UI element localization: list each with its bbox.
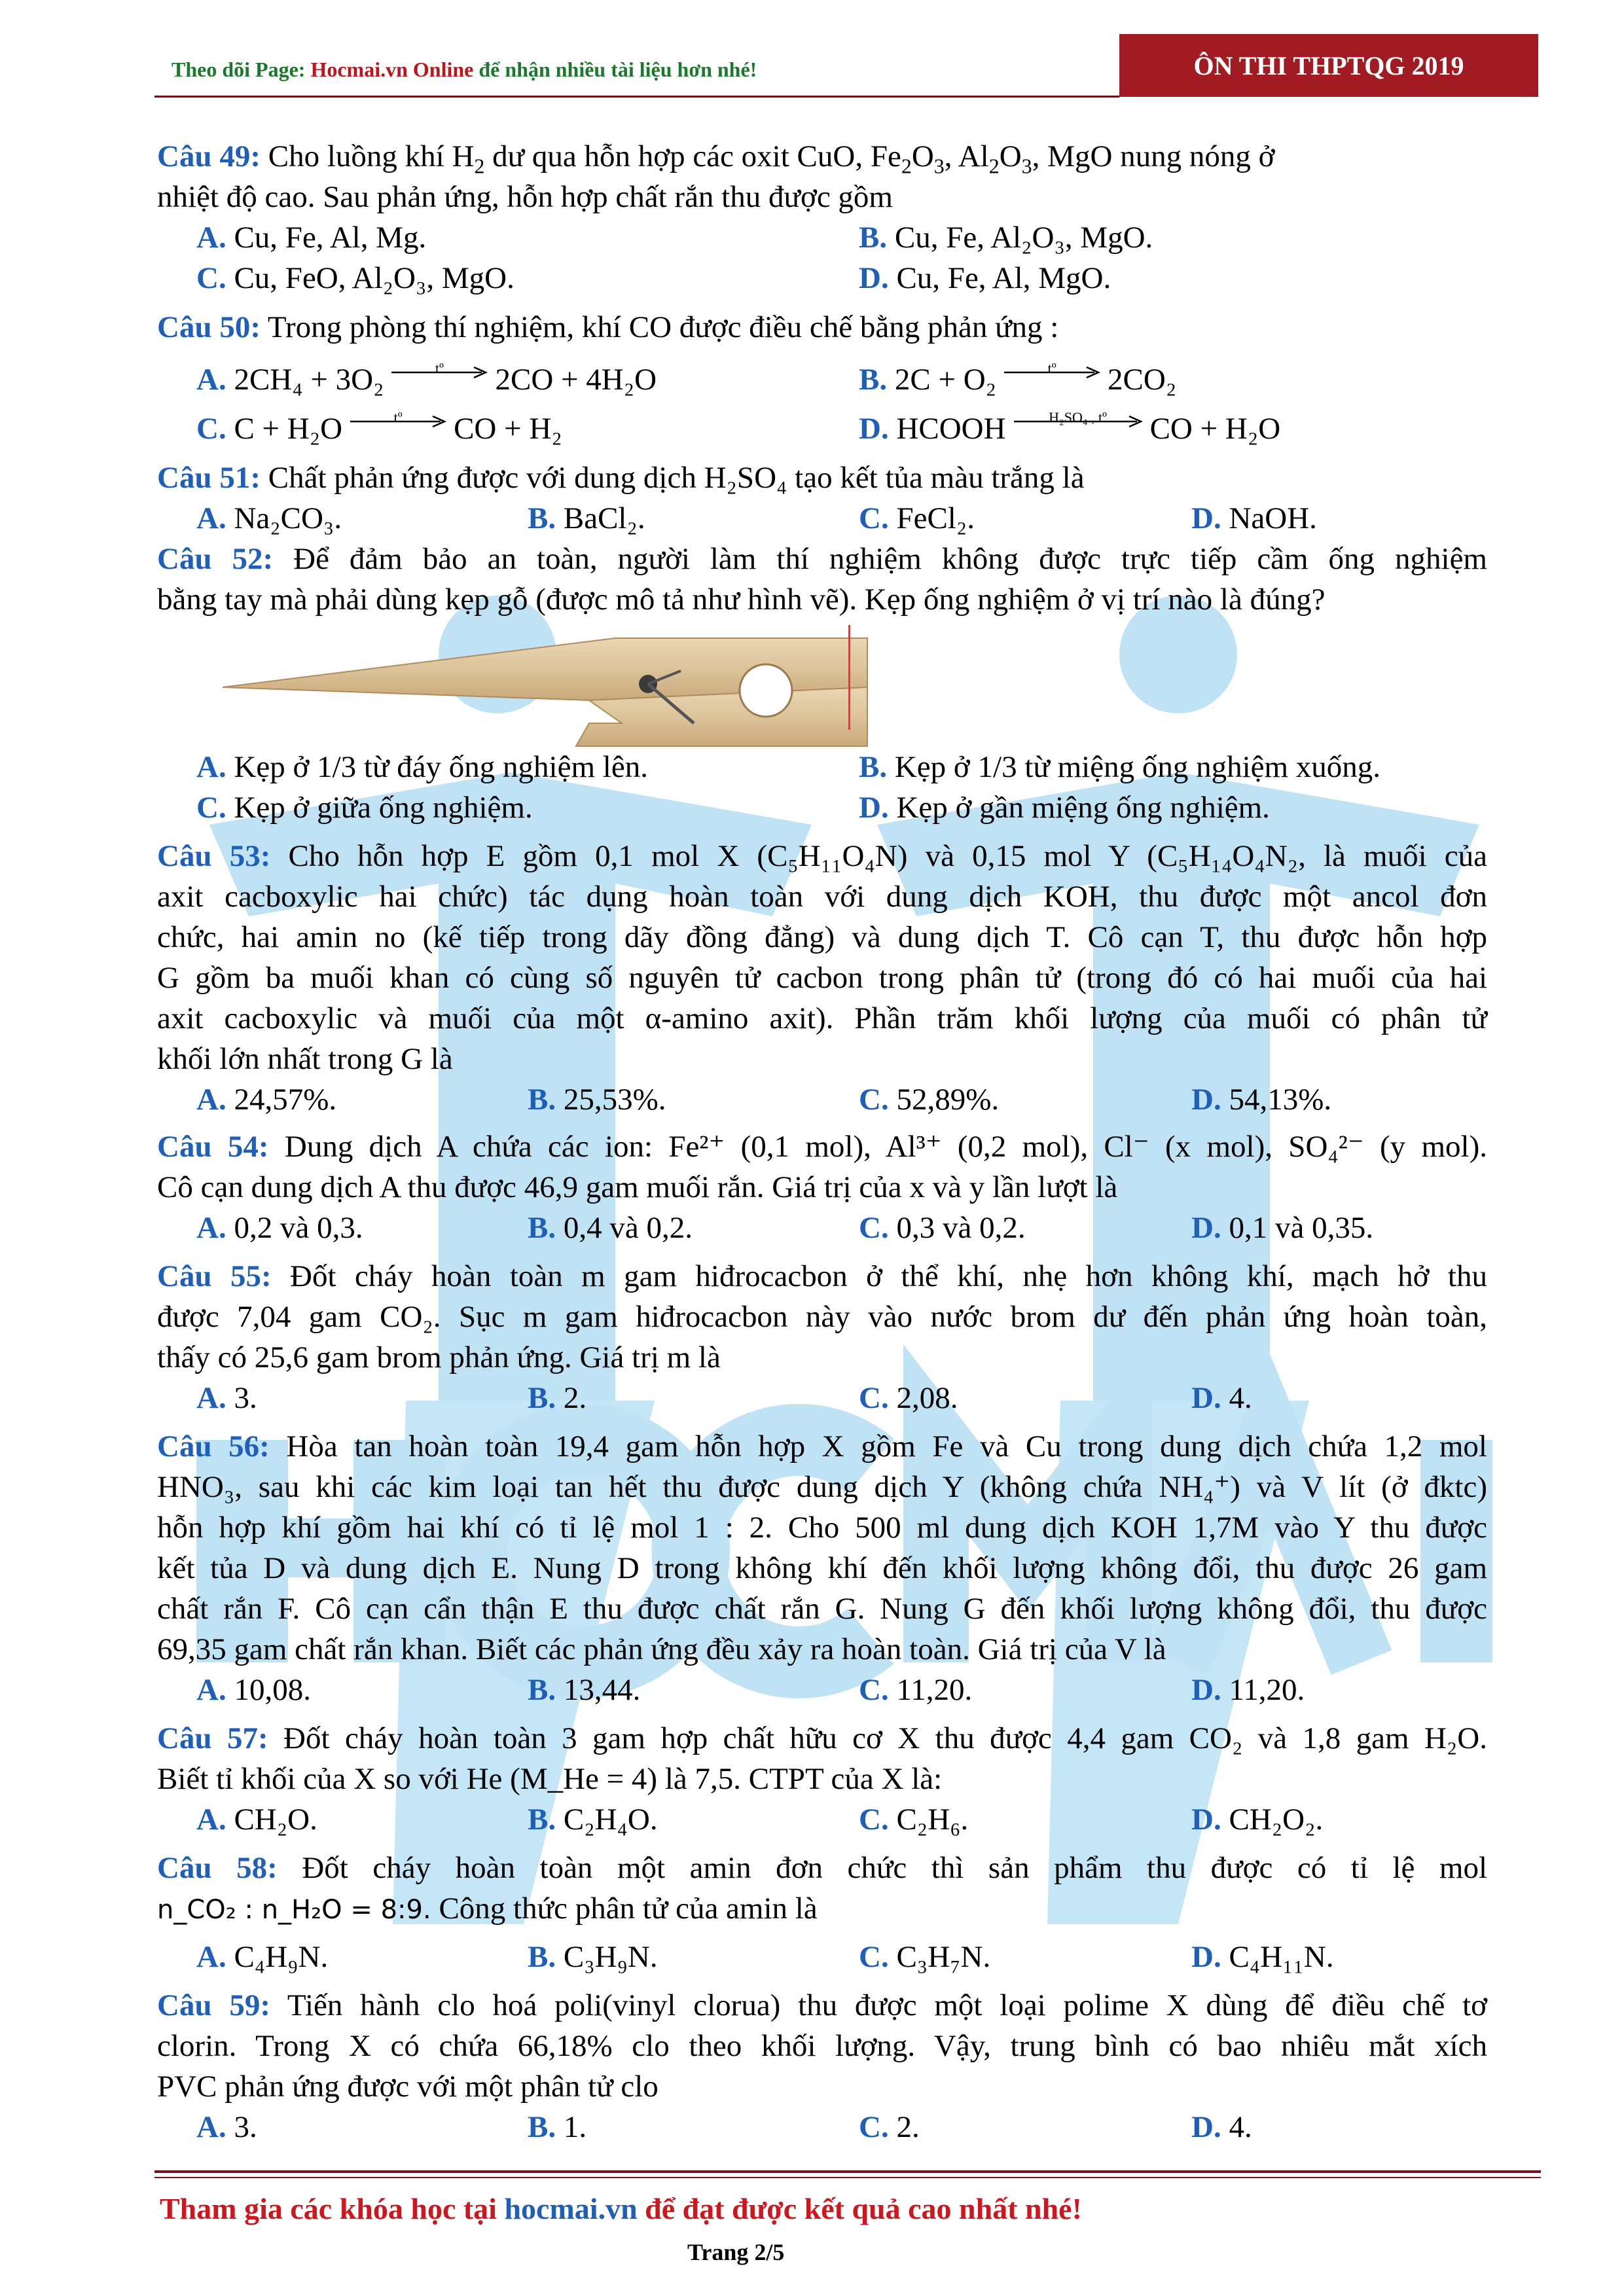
q53-stem-line6: khối lớn nhất trong G là (157, 1042, 453, 1076)
q52-option-c[interactable]: C. Kẹp ở giữa ống nghiệm. (196, 791, 533, 825)
footer-site-link[interactable]: hocmai.vn (504, 2192, 638, 2225)
q54-option-a[interactable]: A. 0,2 và 0,3. (196, 1211, 363, 1245)
q53-stem-line5: axit cacboxylic và muối của một α-amino axit). Phần trăm khối lượng của muối có phân tử (157, 1001, 1487, 1035)
q59-stem: Câu 59: Tiến hành clo hoá poli(vinyl clorua) thu được một loại polime X dùng để điều chế tơ (157, 1988, 1487, 2022)
q55-stem-line2: được 7,04 gam CO₂. Sục m gam hiđrocacbon này vào nước brom dư đến phản ứng hoàn toàn, (157, 1300, 1487, 1334)
q58-stem: Câu 58: Đốt cháy hoàn toàn một amin đơn chức thì sản phẩm thu được có tỉ lệ mol (157, 1851, 1488, 1885)
q56-stem-line4: kết tủa D và dung dịch E. Nung D trong không khí đến khối lượng không đổi, thu được 26 gam (157, 1551, 1487, 1585)
q57-stem-line2: Biết tỉ khối của X so với He (M_He = 4) là 7,5. CTPT của X là: (157, 1762, 943, 1796)
q50-stem: Câu 50: Trong phòng thí nghiệm, khí CO được điều chế bằng phản ứng : (157, 310, 1059, 344)
q57-stem: Câu 57: Đốt cháy hoàn toàn 3 gam hợp chất hữu cơ X thu được 4,4 gam CO₂ và 1,8 gam H₂O. (157, 1721, 1488, 1755)
q53-stem: Câu 53: Cho hỗn hợp E gồm 0,1 mol X (C₅H₁₁O₄N) và 0,15 mol Y (C₅H₁₄O₄N₂, là muối của (157, 839, 1487, 873)
q57-option-c[interactable]: C. C₂H₆. (859, 1803, 969, 1837)
q56-option-b[interactable]: B. 13,44. (528, 1673, 641, 1707)
q53-option-a[interactable]: A. 24,57%. (196, 1083, 337, 1117)
q54-option-b[interactable]: B. 0,4 và 0,2. (528, 1211, 693, 1245)
q58-stem-line2: n_CO₂ : n_H₂O = 8:9. Công thức phân tử của amin là (157, 1892, 818, 1926)
q56-stem: Câu 56: Hòa tan hoàn toàn 19,4 gam hỗn hợp X gồm Fe và Cu trong dung dịch chứa 1,2 mol (157, 1429, 1487, 1463)
q50-option-c[interactable]: C. C + H₂O tº CO + H₂ (196, 409, 562, 446)
q53-stem-line4: G gồm ba muối khan có cùng số nguyên tử cacbon trong phân tử (trong đó có hai muối của hai (157, 961, 1487, 995)
q55-option-a[interactable]: A. 3. (196, 1381, 257, 1415)
q56-option-c[interactable]: C. 11,20. (859, 1673, 973, 1707)
q52-option-d[interactable]: D. Kẹp ở gần miệng ống nghiệm. (859, 791, 1270, 825)
q53-option-b[interactable]: B. 25,53%. (528, 1083, 666, 1117)
q54-option-c[interactable]: C. 0,3 và 0,2. (859, 1211, 1026, 1245)
q57-option-d[interactable]: D. CH₂O₂. (1191, 1803, 1324, 1837)
header-note: Theo dõi Page: Hocmai.vn Online để nhận nhiều tài liệu hơn nhé! (171, 58, 757, 81)
q57-option-b[interactable]: B. C₂H₄O. (528, 1803, 658, 1837)
header-exam-badge: ÔN THI THPTQG 2019 (1119, 34, 1538, 97)
q51-option-a[interactable]: A. Na₂CO₃. (196, 501, 342, 535)
footer-rule-thin (154, 2177, 1541, 2178)
q50-option-b[interactable]: B. 2C + O₂ tº 2CO₂ (859, 360, 1177, 397)
q51-stem: Câu 51: Chất phản ứng được với dung dịch H₂SO₄ tạo kết tủa màu trắng là (157, 461, 1085, 495)
q49-option-a[interactable]: A. Cu, Fe, Al, Mg. (196, 221, 427, 255)
q49-option-d[interactable]: D. Cu, Fe, Al, MgO. (859, 261, 1111, 295)
q56-stem-line5: chất rắn F. Cô cạn cẩn thận E thu được chất rắn G. Nung G đến khối lượng không đổi, thu được (157, 1592, 1487, 1626)
q52-stem-line2: bằng tay mà phải dùng kẹp gỗ (được mô tả như hình vẽ). Kẹp ống nghiệm ở vị trí nào là đúng? (157, 583, 1326, 617)
q49-option-c[interactable]: C. Cu, FeO, Al₂O₃, MgO. (196, 261, 514, 295)
q58-option-b[interactable]: B. C₃H₉N. (528, 1940, 658, 1974)
q53-stem-line3: chức, hai amin no (kế tiếp trong dãy đồng đẳng) và dung dịch T. Cô cạn T, thu được hỗn hợp (157, 920, 1487, 954)
q58-option-a[interactable]: A. C₄H₉N. (196, 1940, 329, 1974)
q51-option-c[interactable]: C. FeCl₂. (859, 501, 975, 535)
q56-option-a[interactable]: A. 10,08. (196, 1673, 311, 1707)
page-number: Trang 2/5 (687, 2239, 785, 2265)
q52-option-a[interactable]: A. Kẹp ở 1/3 từ đáy ống nghiệm lên. (196, 750, 648, 784)
q59-option-b[interactable]: B. 1. (528, 2110, 587, 2144)
q59-option-c[interactable]: C. 2. (859, 2110, 920, 2144)
q58-option-c[interactable]: C. C₃H₇N. (859, 1940, 991, 1974)
q50-option-d[interactable]: D. HCOOH H₂SO₄ , tº CO + H₂O (859, 409, 1281, 446)
header-brand-link[interactable]: Hocmai.vn Online (310, 58, 474, 81)
q53-option-c[interactable]: C. 52,89%. (859, 1083, 1000, 1117)
q57-option-a[interactable]: A. CH₂O. (196, 1803, 317, 1837)
reaction-arrow-icon: tº (349, 422, 447, 441)
q49-stem-line2: nhiệt độ cao. Sau phản ứng, hỗn hợp chất rắn thu được gồm (157, 180, 893, 214)
q54-stem-line2: Cô cạn dung dịch A thu được 46,9 gam muối rắn. Giá trị của x và y lần lượt là (157, 1170, 1118, 1204)
q56-stem-line2: HNO₃, sau khi các kim loại tan hết thu được dung dịch Y (không chứa NH₄⁺) và V lít (ở đktc) (157, 1470, 1487, 1504)
q54-stem: Câu 54: Dung dịch A chứa các ion: Fe²⁺ (0,1 mol), Al³⁺ (0,2 mol), Cl⁻ (x mol), SO₄²⁻ (y mol). (157, 1130, 1487, 1164)
q49-option-b[interactable]: B. Cu, Fe, Al₂O₃, MgO. (859, 221, 1153, 255)
reaction-arrow-icon: tº (390, 372, 488, 392)
q59-option-d[interactable]: D. 4. (1191, 2110, 1252, 2144)
image-marker-line (848, 625, 850, 730)
footer-promo: Tham gia các khóa học tại hocmai.vn để đạt được kết quả cao nhất nhé! (160, 2192, 1082, 2225)
q55-option-b[interactable]: B. 2. (528, 1381, 587, 1415)
q56-stem-line6: 69,35 gam chất rắn khan. Biết các phản ứng đều xảy ra hoàn toàn. Giá trị của V là (157, 1632, 1166, 1666)
reaction-arrow-icon: tº (1003, 372, 1101, 392)
q55-stem-line3: thấy có 25,6 gam brom phản ứng. Giá trị m là (157, 1340, 721, 1374)
q52-option-b[interactable]: B. Kẹp ở 1/3 từ miệng ống nghiệm xuống. (859, 750, 1381, 784)
q53-stem-line2: axit cacboxylic hai chức) tác dụng hoàn toàn với dung dịch KOH, thu được một ancol đơn (157, 880, 1487, 914)
mole-ratio-formula: n_CO₂ : n_H₂O = 8:9. (157, 1895, 431, 1925)
q59-option-a[interactable]: A. 3. (196, 2110, 257, 2144)
q53-option-d[interactable]: D. 54,13%. (1191, 1083, 1332, 1117)
q50-option-a[interactable]: A. 2CH₄ + 3O₂ tº 2CO + 4H₂O (196, 360, 657, 397)
q51-option-d[interactable]: D. NaOH. (1191, 501, 1317, 535)
q55-option-d[interactable]: D. 4. (1191, 1381, 1252, 1415)
q55-option-c[interactable]: C. 2,08. (859, 1381, 958, 1415)
q56-option-d[interactable]: D. 11,20. (1191, 1673, 1305, 1707)
q56-stem-line3: hỗn hợp khí gồm hai khí có tỉ lệ mol 1 : 2. Cho 500 ml dung dịch KOH 1,7M vào Y thu được (157, 1511, 1487, 1545)
q54-option-d[interactable]: D. 0,1 và 0,35. (1191, 1211, 1374, 1245)
reaction-arrow-icon: H₂SO₄ , tº (1013, 422, 1144, 441)
q59-stem-line3: PVC phản ứng được với một phân tử clo (157, 2070, 659, 2104)
q59-stem-line2: clorin. Trong X có chứa 66,18% clo theo khối lượng. Vậy, trung bình có bao nhiêu mắt xích (157, 2029, 1487, 2063)
header-rule (154, 96, 1119, 98)
q52-stem: Câu 52: Để đảm bảo an toàn, người làm thí nghiệm không được trực tiếp cầm ống nghiệm (157, 542, 1487, 576)
wooden-test-tube-clamp-image (223, 625, 877, 756)
q49-stem: Câu 49: Cho luồng khí $H_2$ dư qua hỗn hợp các oxit CuO, $Fe_2O_3$, $Al_2O_3$, MgO nung nóng ở (157, 139, 1275, 178)
q51-option-b[interactable]: B. BaCl₂. (528, 501, 645, 535)
q55-stem: Câu 55: Đốt cháy hoàn toàn m gam hiđrocacbon ở thể khí, nhẹ hơn không khí, mạch hở thu (157, 1259, 1487, 1293)
q58-option-d[interactable]: D. C₄H₁₁N. (1191, 1940, 1334, 1974)
footer-rule (154, 2170, 1541, 2173)
